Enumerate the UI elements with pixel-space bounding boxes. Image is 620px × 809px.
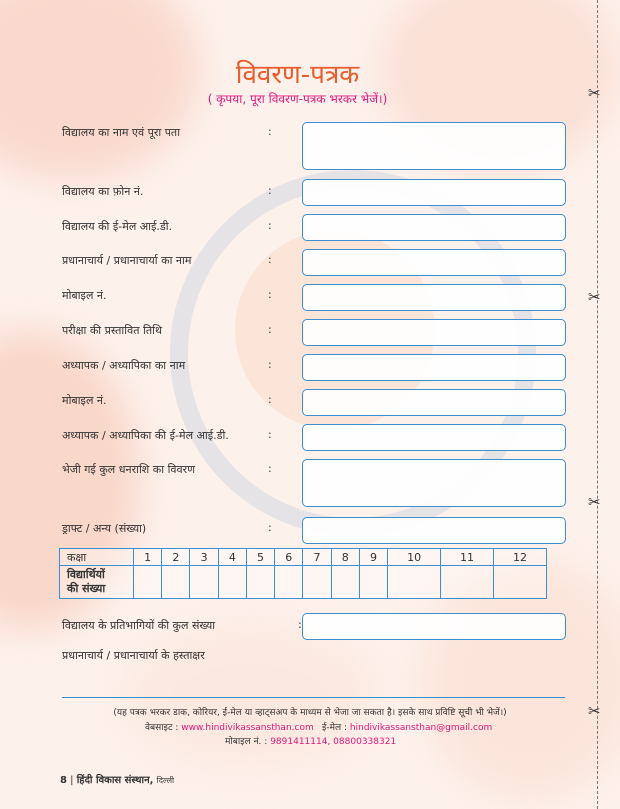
field-colon: :	[268, 358, 272, 371]
class-cell: 8	[331, 549, 359, 566]
table-row-students	[60, 566, 547, 599]
class-students-table	[59, 548, 547, 599]
students-count-cell[interactable]	[303, 566, 331, 599]
mobile-label: मोबाइल नं. :	[225, 737, 268, 747]
principal-name-field[interactable]	[302, 249, 566, 276]
scissor-icon: ✂	[588, 493, 601, 511]
class-cell: 1	[134, 549, 162, 566]
footer-org: हिंदी विकास संस्थान,	[76, 775, 154, 786]
scissor-icon: ✂	[588, 702, 601, 720]
draft-number-field[interactable]	[302, 517, 566, 544]
students-count-cell[interactable]	[246, 566, 274, 599]
form-title: विवरण-पत्रक	[235, 60, 360, 90]
scissor-icon: ✂	[588, 84, 601, 102]
class-cell: 6	[275, 549, 303, 566]
class-cell: 7	[303, 549, 331, 566]
class-cell: 2	[162, 549, 190, 566]
website-row	[145, 720, 314, 733]
form-subtitle: ( कृपया, पूरा विवरण-पत्रक भरकर भेजें।)	[207, 92, 388, 106]
field-label-school-name-address: विद्यालय का नाम एवं पूरा पता	[62, 126, 181, 139]
class-cell: 9	[359, 549, 387, 566]
class-header-label: कक्षा	[60, 549, 134, 566]
students-count-cell[interactable]	[331, 566, 359, 599]
field-colon: :	[298, 618, 302, 631]
exam-date-field[interactable]	[302, 319, 566, 346]
school-email-field[interactable]	[302, 214, 566, 241]
footer-separator: |	[70, 775, 74, 786]
class-cell: 5	[246, 549, 274, 566]
students-count-cell[interactable]	[218, 566, 246, 599]
teacher-mobile-field[interactable]	[302, 389, 566, 416]
footer-city: दिल्ली	[156, 776, 175, 785]
page-number: 8	[60, 775, 67, 786]
mobile-row	[225, 734, 396, 747]
email-link[interactable]: hindivikassansthan@gmail.com	[349, 723, 493, 733]
cut-line	[597, 0, 598, 809]
students-count-cell[interactable]	[493, 566, 546, 599]
students-count-cell[interactable]	[388, 566, 441, 599]
field-colon: :	[268, 521, 272, 534]
field-label-school-email: विद्यालय की ई-मेल आई.डी.	[62, 220, 173, 233]
field-label-teacher-email: अध्यापक / अध्यापिका की ई-मेल आई.डी.	[62, 429, 229, 442]
field-label-total-participants: विद्यालय के प्रतिभागियों की कुल संख्या	[62, 619, 216, 632]
field-label-school-phone: विद्यालय का फ़ोन नं.	[62, 185, 144, 198]
field-label-principal-mobile: मोबाइल नं.	[62, 289, 107, 302]
students-label-line1: विद्यार्थियों	[67, 568, 105, 581]
mobile-numbers: 9891411114, 08800338321	[270, 737, 397, 747]
field-label-amount-details: भेजी गई कुल धनराशि का विवरण	[62, 463, 196, 476]
field-label-principal-name: प्रधानाचार्य / प्रधानाचार्या का नाम	[62, 254, 192, 267]
school-phone-field[interactable]	[302, 179, 566, 206]
students-count-cell[interactable]	[359, 566, 387, 599]
footer-note: (यह पत्रक भरकर डाक, कोरियर, ई-मेल या व्हाट्सअप के माध्यम से भेजा जा सकता है। इसके साथ प्रविष्टि सूची भी भेजें।)	[113, 708, 507, 718]
students-count-cell[interactable]	[162, 566, 190, 599]
field-colon: :	[268, 462, 272, 475]
website-link[interactable]: www.hindivikassansthan.com	[181, 723, 314, 733]
class-cell: 3	[190, 549, 218, 566]
field-colon: :	[268, 428, 272, 441]
amount-details-field[interactable]	[302, 459, 566, 507]
signature-label: प्रधानाचार्य / प्रधानाचार्या के हस्ताक्षर	[62, 649, 205, 662]
field-label-teacher-mobile: मोबाइल नं.	[62, 394, 107, 407]
teacher-email-field[interactable]	[302, 424, 566, 451]
field-colon: :	[268, 393, 272, 406]
field-colon: :	[268, 323, 272, 336]
field-label-teacher-name: अध्यापक / अध्यापिका का नाम	[62, 359, 186, 372]
email-label: ई-मेल :	[322, 723, 348, 733]
footer-divider	[62, 697, 565, 698]
field-label-draft-number: ड्राफ्ट / अन्य (संख्या)	[62, 522, 147, 535]
teacher-name-field[interactable]	[302, 354, 566, 381]
total-participants-field[interactable]	[302, 613, 566, 640]
students-label-line2: की संख्या	[67, 582, 106, 595]
students-count-cell[interactable]	[134, 566, 162, 599]
field-label-exam-date: परीक्षा की प्रस्तावित तिथि	[62, 324, 163, 337]
field-colon: :	[268, 184, 272, 197]
class-cell: 12	[493, 549, 546, 566]
class-cell: 11	[441, 549, 494, 566]
scissor-icon: ✂	[588, 288, 601, 306]
field-colon: :	[268, 253, 272, 266]
class-cell: 10	[388, 549, 441, 566]
table-row-classes	[60, 549, 547, 566]
field-colon: :	[268, 288, 272, 301]
school-name-address-field[interactable]	[302, 122, 566, 170]
students-count-cell[interactable]	[190, 566, 218, 599]
field-colon: :	[268, 125, 272, 138]
website-label: वेबसाइट :	[145, 723, 179, 733]
email-row	[322, 720, 492, 733]
students-header-label	[60, 566, 134, 599]
principal-mobile-field[interactable]	[302, 284, 566, 311]
students-count-cell[interactable]	[441, 566, 494, 599]
class-cell: 4	[218, 549, 246, 566]
page-footer	[60, 772, 174, 786]
field-colon: :	[268, 219, 272, 232]
students-count-cell[interactable]	[275, 566, 303, 599]
